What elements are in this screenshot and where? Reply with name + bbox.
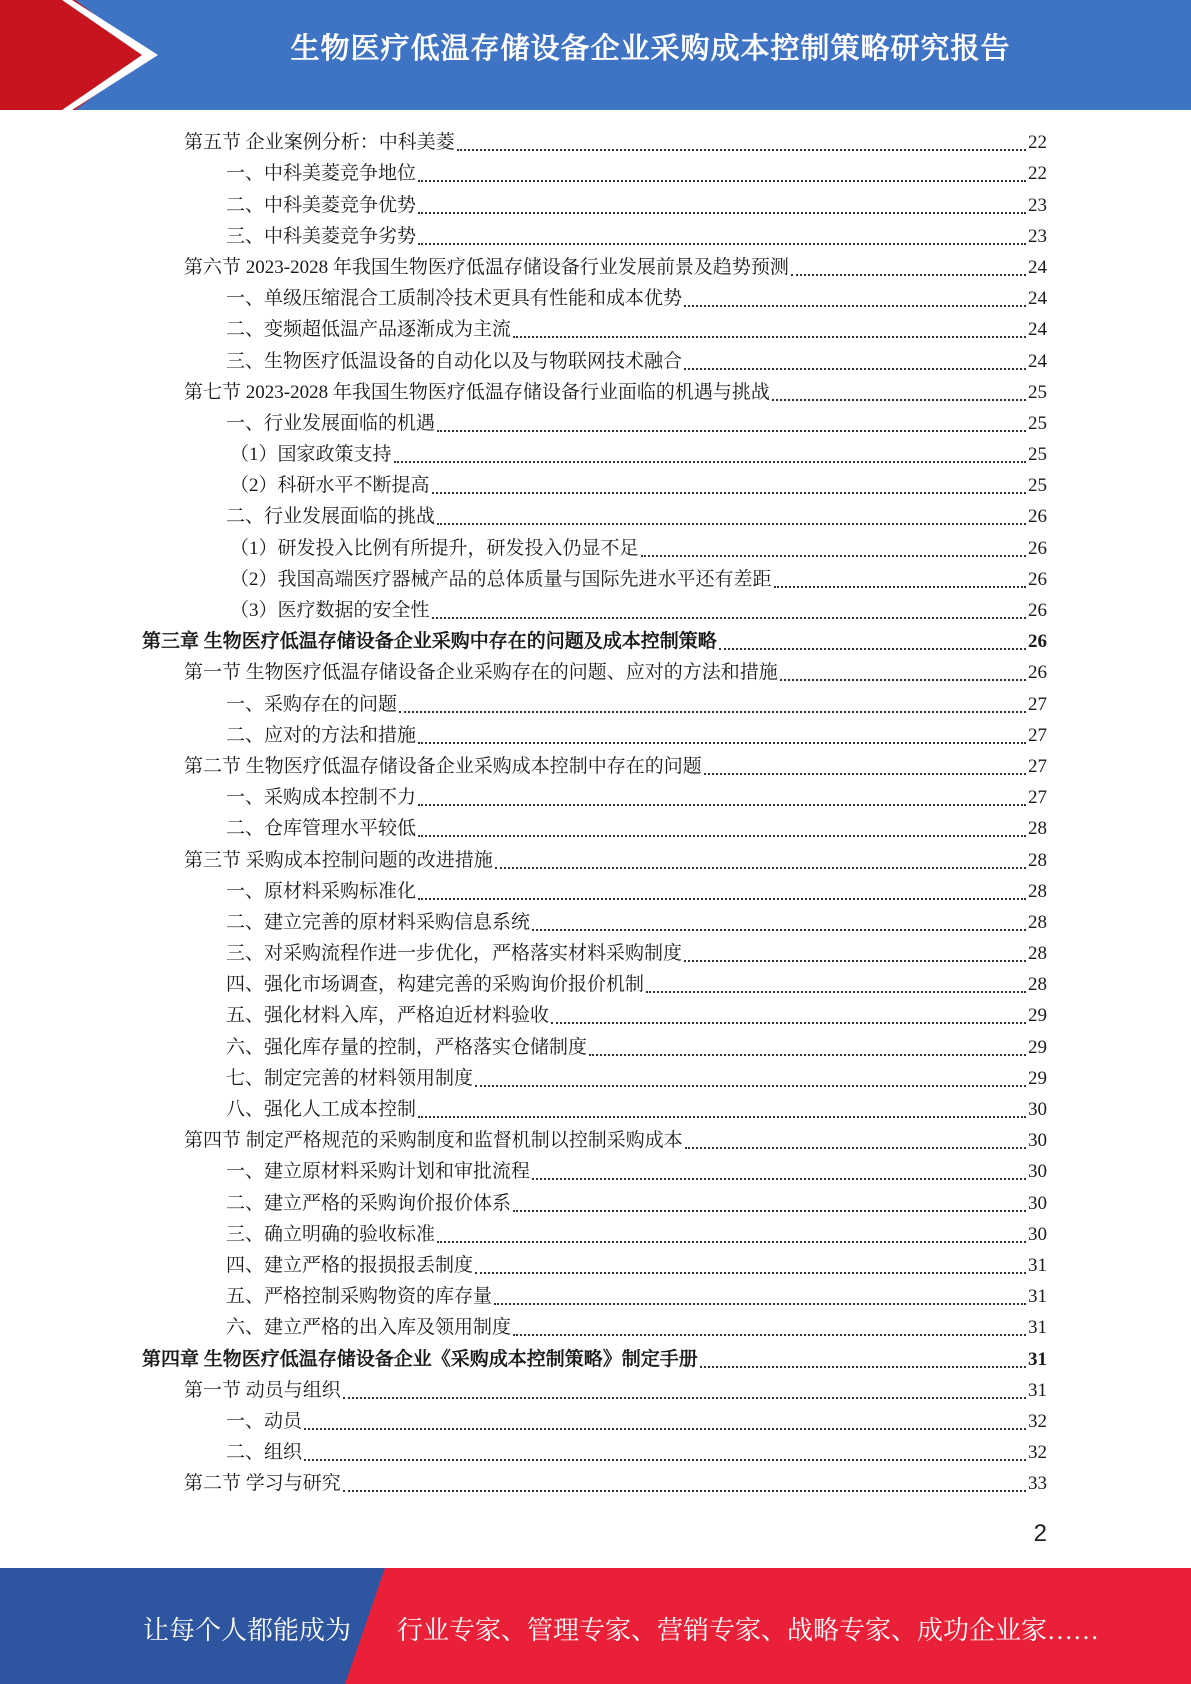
toc-subsection-entry[interactable]	[142, 314, 1047, 345]
toc-subsection-entry[interactable]	[142, 470, 1047, 501]
toc-entry-title: 六、建立严格的出入库及领用制度	[226, 1317, 512, 1339]
toc-dot-leader	[684, 305, 1026, 307]
toc-section-entry[interactable]	[142, 252, 1047, 283]
toc-dot-leader	[418, 804, 1026, 806]
toc-entry-title: 二、变频超低温产品逐渐成为主流	[226, 319, 512, 341]
toc-section-entry[interactable]	[142, 657, 1047, 688]
toc-page-number: 22	[1028, 132, 1047, 154]
header-red-arrow	[0, 0, 150, 110]
toc-entry-title: 五、强化材料入库，严格迫近材料验收	[226, 1005, 550, 1027]
toc-chapter-entry[interactable]	[142, 626, 1047, 657]
toc-entry-title: 一、采购存在的问题	[226, 693, 398, 715]
toc-page-number: 30	[1028, 1099, 1047, 1120]
toc-entry-title: 三、对采购流程作进一步优化，严格落实材料采购制度	[226, 943, 683, 965]
toc-entry-title: （1）国家政策支持	[230, 444, 392, 466]
toc-entry-title: 一、动员	[226, 1410, 303, 1432]
toc-dot-leader	[418, 898, 1026, 900]
toc-subsection-entry[interactable]	[142, 532, 1047, 563]
toc-entry-title: （1）研发投入比例有所提升，研发投入仍显不足	[230, 537, 639, 559]
toc-dot-leader	[791, 274, 1026, 276]
toc-page-number: 27	[1028, 755, 1047, 777]
toc-entry-title: 二、行业发展面临的挑战	[226, 506, 436, 528]
footer-slogan-left: 让每个人都能成为	[143, 1616, 352, 1645]
toc-subsection-entry[interactable]	[142, 1312, 1047, 1343]
toc-page-number: 32	[1028, 1410, 1047, 1432]
toc-page-number: 31	[1028, 1379, 1047, 1401]
toc-subsection-entry[interactable]	[142, 782, 1047, 813]
toc-dot-leader	[418, 1116, 1026, 1118]
toc-entry-title: 一、原材料采购标准化	[226, 880, 417, 902]
toc-subsection-entry[interactable]	[142, 969, 1047, 1000]
toc-page-number: 26	[1028, 506, 1047, 528]
toc-page-number: 24	[1028, 350, 1047, 372]
toc-subsection-entry[interactable]	[142, 1281, 1047, 1312]
toc-subsection-entry[interactable]	[142, 221, 1047, 252]
toc-subsection-entry[interactable]	[142, 1031, 1047, 1062]
toc-entry-title: 一、单级压缩混合工质制冷技术更具有性能和成本优势	[226, 288, 683, 310]
toc-subsection-entry[interactable]	[142, 907, 1047, 938]
toc-section-entry[interactable]	[142, 751, 1047, 782]
toc-dot-leader	[700, 1366, 1026, 1368]
toc-page-number: 29	[1028, 1005, 1047, 1027]
toc-page-number: 30	[1028, 1130, 1047, 1152]
toc-page-number: 27	[1028, 693, 1047, 715]
toc-entry-title: 第一节 动员与组织	[184, 1379, 341, 1401]
toc-entry-title: 第四节 制定严格规范的采购制度和监督机制以控制采购成本	[184, 1130, 683, 1152]
toc-entry-title: 二、组织	[226, 1442, 303, 1464]
toc-subsection-entry[interactable]	[142, 564, 1047, 595]
toc-entry-title: 四、强化市场调查，构建完善的采购询价报价机制	[226, 974, 645, 996]
toc-page-number: 31	[1028, 1286, 1047, 1308]
toc-dot-leader	[684, 368, 1026, 370]
toc-entry-title: 第四章 生物医疗低温存储设备企业《采购成本控制策略》制定手册	[142, 1348, 698, 1370]
toc-entry-title: 八、强化人工成本控制	[226, 1099, 417, 1120]
toc-entry-title: （2）我国高端医疗器械产品的总体质量与国际先进水平还有差距	[230, 568, 772, 590]
toc-entry-title: 二、应对的方法和措施	[226, 724, 417, 746]
toc-subsection-entry[interactable]	[142, 189, 1047, 220]
toc-subsection-entry[interactable]	[142, 1250, 1047, 1281]
toc-dot-leader	[551, 1022, 1026, 1024]
toc-entry-title: 第六节 2023-2028 年我国生物医疗低温存储设备行业发展前景及趋势预测	[184, 256, 789, 278]
page-footer	[0, 1568, 1191, 1684]
toc-page-number: 26	[1028, 600, 1047, 621]
page-header	[0, 0, 1191, 110]
toc-dot-leader	[343, 1490, 1026, 1492]
toc-dot-leader	[304, 1459, 1026, 1461]
toc-subsection-entry[interactable]	[142, 876, 1047, 907]
toc-subsection-entry[interactable]	[142, 1156, 1047, 1187]
toc-entry-title: 三、中科美菱竞争劣势	[226, 225, 417, 247]
toc-page-number: 30	[1028, 1192, 1047, 1214]
toc-page-number: 25	[1028, 475, 1047, 497]
toc-entry-title: （2）科研水平不断提高	[230, 475, 430, 497]
footer-slogan-right: 行业专家、管理专家、营销专家、战略专家、成功企业家……	[397, 1616, 1100, 1645]
toc-dot-leader	[532, 1178, 1026, 1180]
toc-dot-leader	[780, 679, 1026, 681]
toc-page-number: 22	[1028, 163, 1047, 185]
toc-page-number: 23	[1028, 194, 1047, 216]
toc-subsection-entry[interactable]	[142, 439, 1047, 470]
toc-entry-title: 第七节 2023-2028 年我国生物医疗低温存储设备行业面临的机遇与挑战	[184, 381, 770, 403]
toc-dot-leader	[704, 773, 1026, 775]
toc-subsection-entry[interactable]	[142, 1406, 1047, 1437]
toc-entry-title: 第三节 采购成本控制问题的改进措施	[184, 849, 493, 871]
toc-entry-title: 一、行业发展面临的机遇	[226, 412, 436, 434]
toc-dot-leader	[418, 180, 1026, 182]
toc-entry-title: 第二节 生物医疗低温存储设备企业采购成本控制中存在的问题	[184, 755, 702, 777]
toc-subsection-entry[interactable]	[142, 158, 1047, 189]
toc-page-number: 31	[1028, 1317, 1047, 1339]
toc-page-number: 29	[1028, 1067, 1047, 1089]
toc-entry-title: 二、仓库管理水平较低	[226, 818, 417, 840]
toc-page-number: 28	[1028, 911, 1047, 933]
toc-subsection-entry[interactable]	[142, 938, 1047, 969]
toc-dot-leader	[394, 461, 1026, 463]
toc-dot-leader	[641, 555, 1026, 557]
toc-dot-leader	[457, 149, 1026, 151]
toc-entry-title: 一、建立原材料采购计划和审批流程	[226, 1161, 531, 1183]
toc-subsection-entry[interactable]	[142, 1219, 1047, 1250]
toc-page-number: 24	[1028, 288, 1047, 310]
toc-dot-leader	[646, 991, 1026, 993]
toc-entry-title: 二、建立完善的原材料采购信息系统	[226, 911, 531, 933]
toc-entry-title: 七、制定完善的材料领用制度	[226, 1067, 474, 1089]
toc-dot-leader	[437, 523, 1026, 525]
toc-page-number: 28	[1028, 849, 1047, 871]
toc-page-number: 27	[1028, 787, 1047, 809]
toc-page-number: 25	[1028, 412, 1047, 434]
toc-dot-leader	[418, 243, 1026, 245]
table-of-contents	[142, 127, 1047, 1499]
toc-entry-title: 六、强化库存量的控制，严格落实仓储制度	[226, 1036, 588, 1058]
toc-dot-leader	[475, 1272, 1026, 1274]
toc-dot-leader	[432, 617, 1026, 619]
toc-subsection-entry[interactable]	[142, 720, 1047, 751]
toc-page-number: 30	[1028, 1161, 1047, 1183]
toc-section-entry[interactable]	[142, 1468, 1047, 1499]
toc-subsection-entry[interactable]	[142, 1063, 1047, 1094]
toc-section-entry[interactable]	[142, 1375, 1047, 1406]
toc-dot-leader	[304, 1428, 1026, 1430]
toc-dot-leader	[589, 1054, 1026, 1056]
report-title: 生物医疗低温存储设备企业采购成本控制策略研究报告	[290, 31, 1011, 65]
toc-entry-title: 二、建立严格的采购询价报价体系	[226, 1192, 512, 1214]
toc-page-number: 26	[1028, 662, 1047, 684]
toc-dot-leader	[418, 742, 1026, 744]
toc-dot-leader	[437, 1241, 1026, 1243]
toc-subsection-entry[interactable]	[142, 595, 1047, 626]
toc-chapter-entry[interactable]	[142, 1343, 1047, 1374]
toc-page-number: 33	[1028, 1473, 1047, 1495]
toc-page-number: 28	[1028, 818, 1047, 840]
toc-entry-title: 第二节 学习与研究	[184, 1473, 341, 1495]
toc-subsection-entry[interactable]	[142, 1094, 1047, 1125]
toc-page-number: 28	[1028, 943, 1047, 965]
toc-page-number: 25	[1028, 444, 1047, 466]
toc-entry-title: （3）医疗数据的安全性	[230, 600, 430, 621]
toc-page-number: 23	[1028, 225, 1047, 247]
toc-dot-leader	[532, 929, 1026, 931]
toc-dot-leader	[719, 648, 1026, 650]
toc-entry-title: 一、中科美菱竞争地位	[226, 163, 417, 185]
toc-page-number: 32	[1028, 1442, 1047, 1464]
toc-dot-leader	[437, 430, 1026, 432]
toc-dot-leader	[495, 867, 1026, 869]
toc-section-entry[interactable]	[142, 1125, 1047, 1156]
toc-entry-title: 二、中科美菱竞争优势	[226, 194, 417, 216]
toc-subsection-entry[interactable]	[142, 408, 1047, 439]
toc-entry-title: 五、严格控制采购物资的库存量	[226, 1286, 493, 1308]
toc-entry-title: 第一节 生物医疗低温存储设备企业采购存在的问题、应对的方法和措施	[184, 662, 778, 684]
toc-dot-leader	[513, 1210, 1026, 1212]
toc-page-number: 24	[1028, 256, 1047, 278]
toc-dot-leader	[494, 1303, 1026, 1305]
toc-page-number: 31	[1028, 1348, 1047, 1370]
toc-entry-title: 一、采购成本控制不力	[226, 787, 417, 809]
toc-subsection-entry[interactable]	[142, 813, 1047, 844]
toc-dot-leader	[772, 399, 1026, 401]
toc-subsection-entry[interactable]	[142, 345, 1047, 376]
toc-page-number: 24	[1028, 319, 1047, 341]
toc-entry-title: 第五节 企业案例分析：中科美菱	[184, 132, 455, 154]
toc-section-entry[interactable]	[142, 127, 1047, 158]
toc-subsection-entry[interactable]	[142, 1437, 1047, 1468]
toc-page-number: 30	[1028, 1223, 1047, 1245]
toc-page-number: 31	[1028, 1254, 1047, 1276]
toc-dot-leader	[343, 1397, 1026, 1399]
toc-subsection-entry[interactable]	[142, 1000, 1047, 1031]
toc-entry-title: 三、生物医疗低温设备的自动化以及与物联网技术融合	[226, 350, 683, 372]
toc-page-number: 27	[1028, 724, 1047, 746]
toc-subsection-entry[interactable]	[142, 688, 1047, 719]
toc-entry-title: 三、确立明确的验收标准	[226, 1223, 436, 1245]
toc-dot-leader	[418, 212, 1026, 214]
toc-dot-leader	[685, 1147, 1026, 1149]
toc-subsection-entry[interactable]	[142, 283, 1047, 314]
toc-page-number: 26	[1028, 537, 1047, 559]
toc-entry-title: 四、建立严格的报损报丢制度	[226, 1254, 474, 1276]
toc-section-entry[interactable]	[142, 844, 1047, 875]
toc-page-number: 26	[1028, 568, 1047, 590]
toc-dot-leader	[399, 711, 1026, 713]
toc-dot-leader	[432, 492, 1026, 494]
toc-page-number: 25	[1028, 381, 1047, 403]
page-number: 2	[1033, 1520, 1047, 1547]
toc-page-number: 28	[1028, 974, 1047, 996]
toc-section-entry[interactable]	[142, 377, 1047, 408]
toc-entry-title: 第三章 生物医疗低温存储设备企业采购中存在的问题及成本控制策略	[142, 631, 717, 653]
toc-page-number: 26	[1028, 631, 1047, 653]
toc-dot-leader	[513, 336, 1026, 338]
toc-page-number: 29	[1028, 1036, 1047, 1058]
toc-dot-leader	[475, 1085, 1026, 1087]
toc-dot-leader	[513, 1334, 1026, 1336]
toc-page-number: 28	[1028, 880, 1047, 902]
toc-subsection-entry[interactable]	[142, 1187, 1047, 1218]
toc-dot-leader	[418, 835, 1026, 837]
toc-dot-leader	[684, 960, 1026, 962]
toc-subsection-entry[interactable]	[142, 501, 1047, 532]
toc-dot-leader	[774, 586, 1026, 588]
